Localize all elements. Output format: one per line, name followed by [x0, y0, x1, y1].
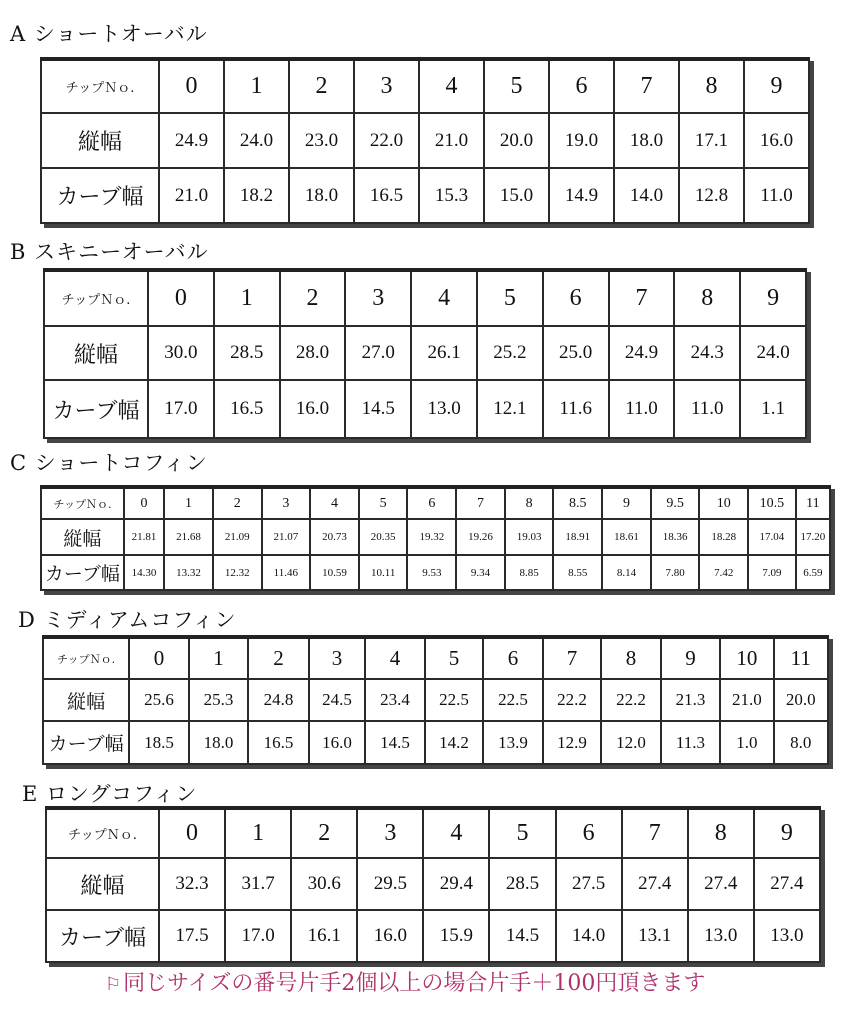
curve-cell: 18.0 [189, 721, 249, 764]
length-cell: 30.0 [148, 326, 214, 380]
curve-cell: 1.1 [740, 380, 806, 438]
header-cell: 7 [609, 270, 675, 326]
length-cell: 22.5 [483, 679, 543, 721]
header-cell: 2 [213, 487, 262, 519]
header-cell: 8 [679, 59, 744, 113]
length-cell: 25.0 [543, 326, 609, 380]
length-cell: 31.7 [225, 858, 291, 910]
header-cell: 3 [357, 808, 423, 858]
length-label: 縦幅 [43, 679, 129, 721]
header-cell: 5 [425, 637, 483, 679]
table-row [41, 59, 809, 113]
length-cell: 29.5 [357, 858, 423, 910]
header-cell: 7 [622, 808, 688, 858]
tip-no-label: チップＮｏ. [41, 59, 159, 113]
length-label: 縦幅 [44, 326, 148, 380]
curve-cell: 6.59 [796, 555, 830, 590]
curve-cell: 9.34 [456, 555, 505, 590]
curve-cell: 7.42 [699, 555, 748, 590]
size-table-b [43, 268, 807, 439]
curve-cell: 8.55 [553, 555, 602, 590]
curve-cell: 17.0 [225, 910, 291, 962]
length-cell: 17.1 [679, 113, 744, 168]
section-title-b: B スキニーオーバル [10, 240, 209, 264]
length-cell: 18.91 [553, 519, 602, 555]
length-cell: 28.5 [214, 326, 280, 380]
header-cell: 9 [602, 487, 651, 519]
table-row [46, 808, 820, 858]
header-cell: 0 [159, 59, 224, 113]
curve-cell: 15.9 [423, 910, 489, 962]
header-cell: 5 [484, 59, 549, 113]
table-row [41, 168, 809, 223]
header-cell: 8 [601, 637, 661, 679]
curve-cell: 11.3 [661, 721, 721, 764]
header-cell: 1 [224, 59, 289, 113]
curve-cell: 14.0 [614, 168, 679, 223]
curve-label: カーブ幅 [44, 380, 148, 438]
length-cell: 21.81 [124, 519, 164, 555]
curve-cell: 9.53 [407, 555, 456, 590]
curve-cell: 13.0 [688, 910, 754, 962]
length-cell: 24.9 [159, 113, 224, 168]
length-cell: 21.68 [164, 519, 213, 555]
length-cell: 28.0 [280, 326, 346, 380]
header-cell: 4 [423, 808, 489, 858]
flag-icon: ⚐ [105, 974, 122, 995]
section-title-c: C ショートコフィン [10, 451, 208, 475]
curve-cell: 12.9 [543, 721, 601, 764]
header-cell: 0 [148, 270, 214, 326]
length-cell: 18.0 [614, 113, 679, 168]
header-cell: 2 [248, 637, 309, 679]
curve-cell: 13.32 [164, 555, 213, 590]
table-row [41, 113, 809, 168]
header-cell: 9 [754, 808, 820, 858]
header-cell: 4 [365, 637, 425, 679]
curve-cell: 15.3 [419, 168, 484, 223]
curve-cell: 13.0 [411, 380, 477, 438]
curve-cell: 17.0 [148, 380, 214, 438]
length-cell: 20.35 [359, 519, 408, 555]
header-cell: 3 [354, 59, 419, 113]
length-cell: 25.2 [477, 326, 543, 380]
header-cell: 2 [291, 808, 357, 858]
table-row [44, 270, 806, 326]
curve-cell: 10.11 [359, 555, 408, 590]
curve-cell: 18.5 [129, 721, 189, 764]
header-cell: 7 [456, 487, 505, 519]
length-label: 縦幅 [41, 519, 124, 555]
header-cell: 9.5 [651, 487, 700, 519]
length-cell: 21.09 [213, 519, 262, 555]
curve-cell: 16.0 [357, 910, 423, 962]
header-cell: 9 [744, 59, 809, 113]
section-title-d: D ミディアムコフィン [18, 608, 237, 632]
table-row [41, 519, 830, 555]
curve-cell: 16.5 [248, 721, 309, 764]
table-row [43, 679, 828, 721]
header-cell: 11 [774, 637, 828, 679]
header-cell: 11 [796, 487, 830, 519]
length-cell: 22.0 [354, 113, 419, 168]
size-table-c [40, 485, 831, 591]
header-cell: 2 [289, 59, 354, 113]
length-cell: 20.73 [310, 519, 359, 555]
length-cell: 21.0 [419, 113, 484, 168]
header-cell: 6 [407, 487, 456, 519]
length-cell: 19.0 [549, 113, 614, 168]
length-cell: 23.0 [289, 113, 354, 168]
length-cell: 18.36 [651, 519, 700, 555]
curve-cell: 21.0 [159, 168, 224, 223]
curve-cell: 18.2 [224, 168, 289, 223]
curve-cell: 17.5 [159, 910, 225, 962]
header-cell: 3 [309, 637, 365, 679]
length-cell: 17.20 [796, 519, 830, 555]
header-cell: 1 [189, 637, 249, 679]
length-cell: 27.4 [688, 858, 754, 910]
length-cell: 22.2 [543, 679, 601, 721]
curve-cell: 11.0 [744, 168, 809, 223]
header-cell: 1 [214, 270, 280, 326]
length-cell: 19.26 [456, 519, 505, 555]
section-title-a: A ショートオーバル [10, 22, 208, 46]
length-cell: 17.04 [748, 519, 796, 555]
header-cell: 0 [159, 808, 225, 858]
curve-label: カーブ幅 [41, 168, 159, 223]
header-cell: 6 [549, 59, 614, 113]
header-cell: 4 [419, 59, 484, 113]
length-cell: 21.3 [661, 679, 721, 721]
length-cell: 29.4 [423, 858, 489, 910]
curve-cell: 18.0 [289, 168, 354, 223]
header-cell: 8 [688, 808, 754, 858]
table-row [44, 380, 806, 438]
length-cell: 21.07 [262, 519, 311, 555]
curve-cell: 14.5 [489, 910, 555, 962]
size-table-e [45, 806, 821, 963]
header-cell: 4 [310, 487, 359, 519]
curve-cell: 13.9 [483, 721, 543, 764]
length-cell: 27.0 [345, 326, 411, 380]
curve-cell: 16.5 [354, 168, 419, 223]
length-cell: 27.4 [622, 858, 688, 910]
header-cell: 8 [505, 487, 554, 519]
length-label: 縦幅 [41, 113, 159, 168]
length-cell: 19.32 [407, 519, 456, 555]
curve-cell: 11.46 [262, 555, 311, 590]
curve-cell: 16.0 [280, 380, 346, 438]
curve-cell: 14.9 [549, 168, 614, 223]
price-note [105, 966, 705, 997]
curve-cell: 11.6 [543, 380, 609, 438]
curve-label: カーブ幅 [43, 721, 129, 764]
length-cell: 24.9 [609, 326, 675, 380]
curve-label: カーブ幅 [41, 555, 124, 590]
header-cell: 10.5 [748, 487, 796, 519]
curve-cell: 8.14 [602, 555, 651, 590]
length-cell: 19.03 [505, 519, 554, 555]
header-cell: 7 [614, 59, 679, 113]
length-cell: 18.61 [602, 519, 651, 555]
length-cell: 22.5 [425, 679, 483, 721]
section-title-e: E ロングコフィン [22, 782, 198, 806]
curve-cell: 14.30 [124, 555, 164, 590]
length-label: 縦幅 [46, 858, 159, 910]
length-cell: 16.0 [744, 113, 809, 168]
header-cell: 2 [280, 270, 346, 326]
tip-no-label: チップＮｏ. [44, 270, 148, 326]
curve-cell: 16.1 [291, 910, 357, 962]
table-row [41, 487, 830, 519]
length-cell: 20.0 [484, 113, 549, 168]
header-cell: 6 [483, 637, 543, 679]
curve-cell: 14.5 [345, 380, 411, 438]
curve-cell: 11.0 [674, 380, 740, 438]
length-cell: 28.5 [489, 858, 555, 910]
header-cell: 6 [556, 808, 622, 858]
header-cell: 10 [720, 637, 773, 679]
header-cell: 9 [740, 270, 806, 326]
size-table-d [42, 635, 829, 765]
curve-cell: 10.59 [310, 555, 359, 590]
header-cell: 0 [129, 637, 189, 679]
curve-cell: 7.09 [748, 555, 796, 590]
length-cell: 32.3 [159, 858, 225, 910]
header-cell: 9 [661, 637, 721, 679]
length-cell: 30.6 [291, 858, 357, 910]
header-cell: 4 [411, 270, 477, 326]
header-cell: 1 [225, 808, 291, 858]
length-cell: 24.0 [740, 326, 806, 380]
curve-cell: 16.0 [309, 721, 365, 764]
header-cell: 7 [543, 637, 601, 679]
curve-cell: 12.1 [477, 380, 543, 438]
header-cell: 6 [543, 270, 609, 326]
curve-cell: 14.2 [425, 721, 483, 764]
curve-cell: 8.85 [505, 555, 554, 590]
tip-no-label: チップＮｏ. [41, 487, 124, 519]
length-cell: 24.8 [248, 679, 309, 721]
header-cell: 8.5 [553, 487, 602, 519]
curve-cell: 14.0 [556, 910, 622, 962]
length-cell: 26.1 [411, 326, 477, 380]
curve-cell: 12.8 [679, 168, 744, 223]
curve-cell: 1.0 [720, 721, 773, 764]
header-cell: 3 [345, 270, 411, 326]
curve-cell: 12.32 [213, 555, 262, 590]
tip-no-label: チップＮｏ. [46, 808, 159, 858]
length-cell: 22.2 [601, 679, 661, 721]
curve-label: カーブ幅 [46, 910, 159, 962]
curve-cell: 13.1 [622, 910, 688, 962]
header-cell: 1 [164, 487, 213, 519]
size-table-a [40, 57, 810, 224]
table-row [43, 637, 828, 679]
header-cell: 10 [699, 487, 748, 519]
table-row [46, 910, 820, 962]
curve-cell: 12.0 [601, 721, 661, 764]
curve-cell: 15.0 [484, 168, 549, 223]
length-cell: 24.0 [224, 113, 289, 168]
curve-cell: 8.0 [774, 721, 828, 764]
length-cell: 24.5 [309, 679, 365, 721]
tip-no-label: チップＮｏ. [43, 637, 129, 679]
note-text: 同じサイズの番号片手2個以上の場合片手＋100円頂きます [123, 971, 706, 996]
table-row [41, 555, 830, 590]
header-cell: 5 [359, 487, 408, 519]
header-cell: 0 [124, 487, 164, 519]
table-row [44, 326, 806, 380]
length-cell: 27.5 [556, 858, 622, 910]
length-cell: 24.3 [674, 326, 740, 380]
header-cell: 5 [477, 270, 543, 326]
table-row [46, 858, 820, 910]
curve-cell: 7.80 [651, 555, 700, 590]
length-cell: 18.28 [699, 519, 748, 555]
header-cell: 5 [489, 808, 555, 858]
curve-cell: 14.5 [365, 721, 425, 764]
header-cell: 8 [674, 270, 740, 326]
table-row [43, 721, 828, 764]
curve-cell: 16.5 [214, 380, 280, 438]
length-cell: 20.0 [774, 679, 828, 721]
curve-cell: 13.0 [754, 910, 820, 962]
curve-cell: 11.0 [609, 380, 675, 438]
header-cell: 3 [262, 487, 311, 519]
length-cell: 25.3 [189, 679, 249, 721]
length-cell: 27.4 [754, 858, 820, 910]
length-cell: 25.6 [129, 679, 189, 721]
length-cell: 21.0 [720, 679, 773, 721]
length-cell: 23.4 [365, 679, 425, 721]
